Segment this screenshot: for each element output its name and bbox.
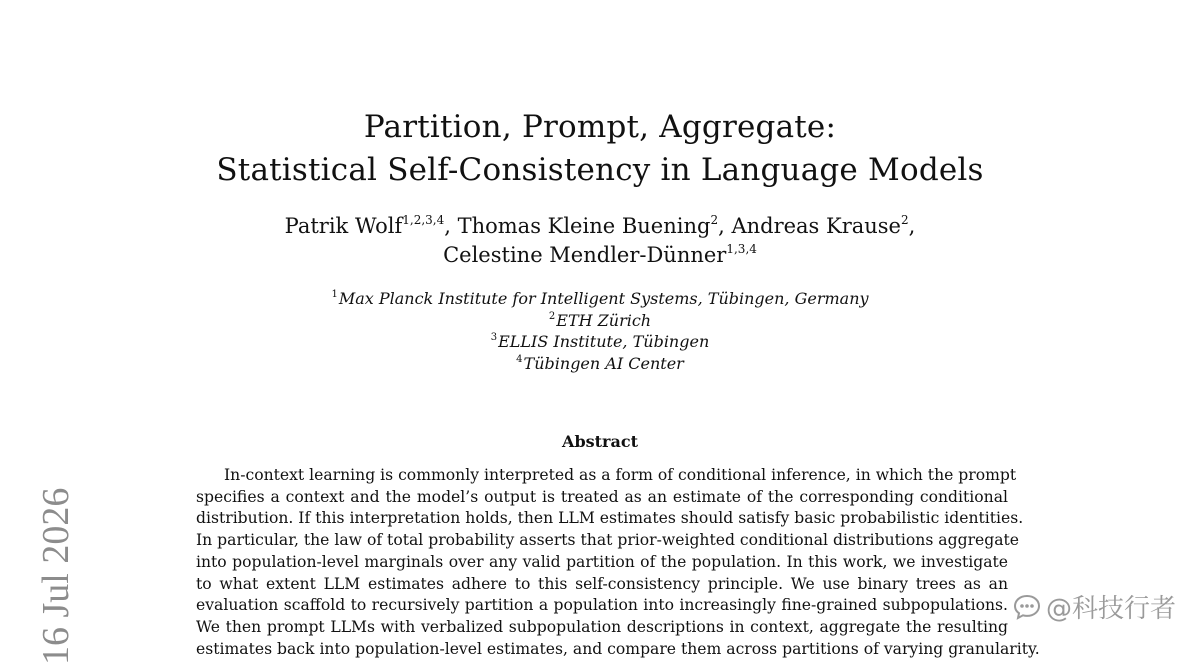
abstract-heading: Abstract: [562, 432, 638, 451]
author-line-1: [0, 212, 1200, 241]
affiliation-text: ETH Zürich: [556, 310, 652, 330]
watermark-text: @科技行者: [1045, 594, 1176, 624]
title-line-2: Statistical Self-Consistency in Language Models: [216, 152, 984, 188]
abstract-line: distribution. If this interpretation holds, then LLM estimates should satisfy basic probabilistic identities.: [196, 509, 1024, 528]
arxiv-date-stamp: [30, 470, 82, 670]
affiliation-number: 2: [548, 310, 556, 322]
author-affiliation-marker: 2: [901, 213, 909, 227]
abstract-body: [196, 465, 1040, 660]
affiliation-number: 4: [516, 353, 523, 365]
author-separator: ,: [444, 214, 458, 238]
author-name: Andreas Krause: [731, 214, 901, 238]
abstract-line: specifies a context and the model’s output is treated as an estimate of the corresponding conditional: [196, 487, 1008, 506]
abstract-line: estimates back into population-level estimates, and compare them across partitions of varying granularity.: [196, 639, 1040, 658]
paper-title: [0, 106, 1200, 192]
author-affiliation-marker: 1,3,4: [726, 242, 757, 256]
affiliation-item: [0, 331, 1200, 353]
author-list: [0, 212, 1200, 270]
author-separator: ,: [718, 214, 732, 238]
affiliation-text: Tübingen AI Center: [523, 353, 684, 373]
affiliation-number: 1: [331, 289, 338, 300]
affiliation-text: Max Planck Institute for Intelligent Systems, Tübingen, Germany: [338, 289, 869, 308]
abstract-line: In particular, the law of total probability asserts that prior-weighted conditional distributions aggregate: [196, 531, 1020, 550]
author-name: Patrik Wolf: [284, 214, 403, 238]
affiliation-item: [0, 310, 1200, 332]
affiliation-item: [0, 288, 1200, 310]
author-name: Thomas Kleine Buening: [457, 214, 711, 238]
affiliation-number: 3: [490, 332, 498, 343]
abstract-line: evaluation scaffold to recursively partition a population into increasingly fine-grained subpopulations.: [196, 596, 1008, 615]
abstract-line: In-context learning is commonly interpreted as a form of conditional inference, in which the prompt: [224, 466, 1017, 484]
abstract-line: We then prompt LLMs with verbalized subpopulation descriptions in context, aggregate the resulting: [196, 617, 1008, 636]
affiliation-list: [0, 288, 1200, 374]
affiliation-text: ELLIS Institute, Tübingen: [498, 332, 710, 351]
author-affiliation-marker: 1,2,3,4: [402, 213, 445, 227]
author-separator: ,: [908, 214, 916, 238]
arxiv-date-text: 16 Jul 2026: [35, 487, 77, 665]
title-line-1: Partition, Prompt, Aggregate:: [363, 109, 837, 145]
author-affiliation-marker: 2: [710, 213, 719, 227]
abstract-line: to what extent LLM estimates adhere to this self-consistency principle. We use binary trees as an: [196, 574, 1008, 593]
author-name: Celestine Mendler-Dünner: [443, 243, 727, 267]
author-line-2: [0, 241, 1200, 270]
watermark: [1012, 588, 1176, 625]
abstract-line: into population-level marginals over any valid partition of the population. In this work, we investigate: [196, 552, 1008, 571]
affiliation-item: [0, 353, 1200, 375]
chat-bubble-icon: [1012, 592, 1042, 622]
